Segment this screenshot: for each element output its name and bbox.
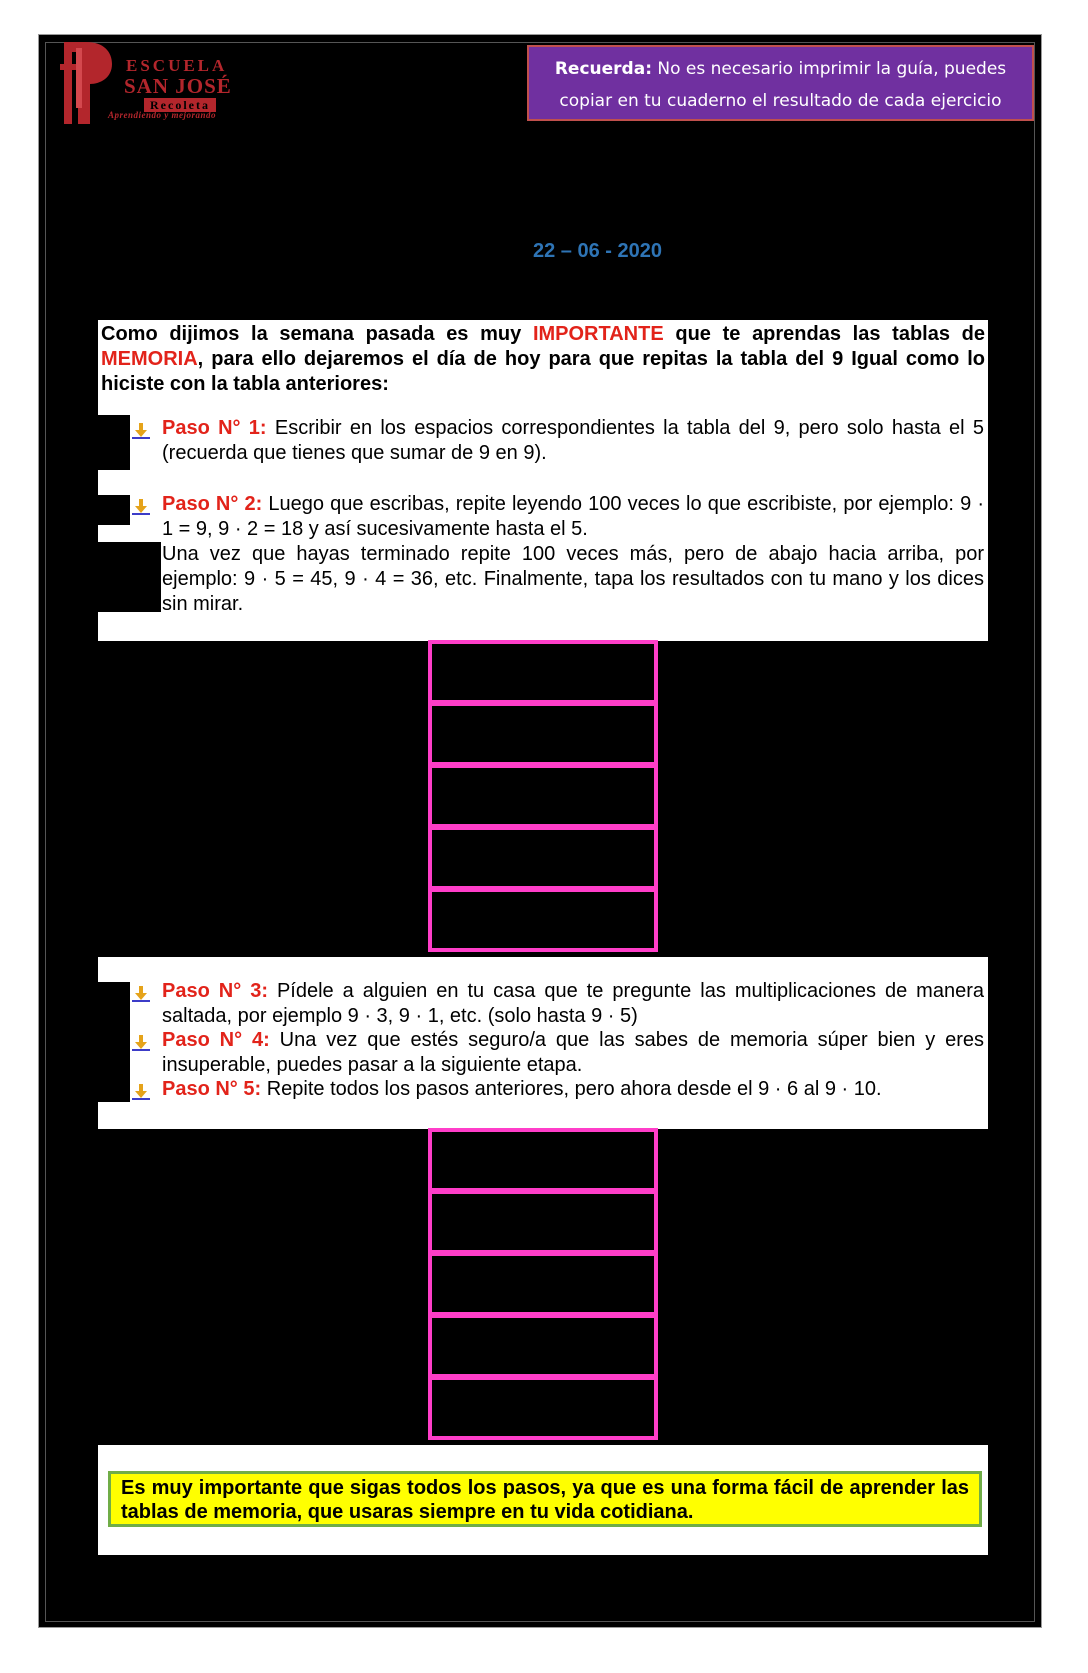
step-2-extra: Una vez que hayas terminado repite 100 veces más, pero de abajo hacia arriba, por ejemplo: 9 · 5 = 45, 9 · 4 = 36, etc. Finalmente, tapa los resultados con tu mano y los dices sin mirar. [162,543,984,615]
school-motto: Aprendiendo y mejorando [108,110,217,120]
recuerda-line1: No es necesario imprimir la guía, puedes [657,59,1007,79]
intro-text-3: , para ello dejaremos el día de hoy para que repitas la tabla del 9 Igual como lo hiciste con la tabla anteriores: [101,348,985,395]
margin-block [98,542,161,612]
date-heading: 22 – 06 - 2020 [533,240,662,262]
recuerda-label: Recuerda: [554,59,652,79]
margin-block [98,982,130,1102]
step-2 [162,492,984,542]
answer-cell[interactable] [428,1314,658,1378]
step-3-text: Pídele a alguien en tu casa que te pregunte las multiplicaciones de manera saltada, por ejemplo 9 · 3, 9 · 1, etc. (solo hasta 9 · 5) [162,980,984,1027]
answer-grid-2 [428,1128,658,1444]
step-3 [162,979,984,1029]
arrow-bullet-icon [132,1034,150,1052]
answer-cell[interactable] [428,826,658,890]
logo-emblem-icon [56,38,116,124]
school-line3: Recoleta [144,98,216,112]
step-4-text: Una vez que estés seguro/a que las sabes de memoria súper bien y eres insuperable, puedes pasar a la siguiente etapa. [162,1029,985,1076]
step-5-text: Repite todos los pasos anteriores, pero ahora desde el 9 · 6 al 9 · 10. [261,1078,882,1100]
memoria-word: MEMORIA [101,348,198,370]
answer-cell[interactable] [428,640,658,704]
answer-cell[interactable] [428,888,658,952]
answer-cell[interactable] [428,764,658,828]
step-5-label: Paso N° 5: [162,1078,262,1100]
step-4 [162,1028,984,1078]
final-note: Es muy importante que sigas todos los pasos, ya que es una forma fácil de aprender las tablas de memoria, que usaras siempre en tu vida cotidiana. [108,1471,982,1527]
arrow-bullet-icon [132,498,150,516]
answer-cell[interactable] [428,1252,658,1316]
final-panel [98,1445,988,1555]
answer-grid-1 [428,640,658,956]
answer-cell[interactable] [428,702,658,766]
arrow-bullet-icon [132,1083,150,1101]
school-line1: ESCUELA [126,56,228,75]
step-1-text: Escribir en los espacios correspondientes la tabla del 9, pero solo hasta el 5 (recuerda que tienes que sumar de 9 en 9). [162,417,985,464]
step-2-text: Luego que escribas, repite leyendo 100 veces lo que escribiste, por ejemplo: 9 · 1 = 9, 9 · 2 = 18 y así sucesivamente hasta el 5. [162,493,984,540]
answer-cell[interactable] [428,1128,658,1192]
recuerda-note [527,45,1034,121]
answer-cell[interactable] [428,1190,658,1254]
step-2-label: Paso N° 2: [162,493,263,515]
margin-block [98,495,130,525]
margin-block [98,415,130,470]
recuerda-line2: copiar en tu cuaderno el resultado de cada ejercicio [559,91,1002,111]
instructions-panel-2 [98,957,988,1129]
arrow-bullet-icon [132,422,150,440]
step-5 [162,1077,984,1102]
step-1-label: Paso N° 1: [162,417,267,439]
step-4-label: Paso N° 4: [162,1029,270,1051]
school-logo [56,38,296,124]
intro-text-2: que te aprendas las tablas de [663,323,985,345]
step-3-label: Paso N° 3: [162,980,268,1002]
intro-paragraph [101,322,985,397]
intro-text-1: Como dijimos la semana pasada es muy [101,323,533,345]
step-1 [162,416,984,466]
school-line2: SAN JOSÉ [124,74,232,98]
answer-cell[interactable] [428,1376,658,1440]
instructions-panel-1 [98,320,988,641]
arrow-bullet-icon [132,985,150,1003]
important-word: IMPORTANTE [532,323,664,345]
